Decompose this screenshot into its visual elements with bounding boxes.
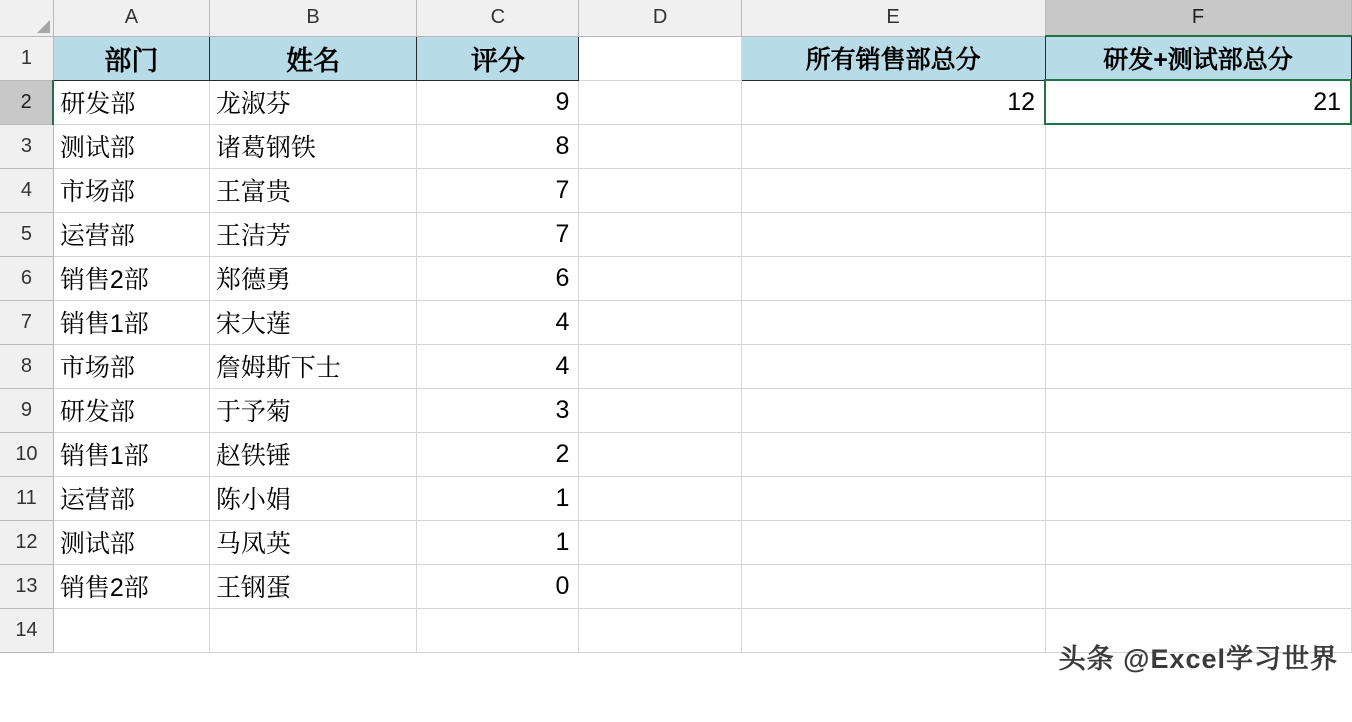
cell-d9[interactable] xyxy=(579,388,741,432)
cell-c2[interactable]: 9 xyxy=(417,80,579,124)
cell-c1[interactable]: 评分 xyxy=(417,36,579,80)
row-header-13[interactable]: 13 xyxy=(0,564,53,608)
corner-triangle-icon xyxy=(37,20,50,33)
table-row xyxy=(0,564,1351,608)
row-header-10[interactable]: 10 xyxy=(0,432,53,476)
cell-e6[interactable] xyxy=(741,256,1045,300)
cell-a7[interactable]: 销售1部 xyxy=(53,300,209,344)
cell-b12[interactable]: 马凤英 xyxy=(209,520,416,564)
cell-d11[interactable] xyxy=(579,476,741,520)
cell-e8[interactable] xyxy=(741,344,1045,388)
cell-d12[interactable] xyxy=(579,520,741,564)
table-row xyxy=(0,168,1351,212)
cell-f3[interactable] xyxy=(1045,124,1351,168)
cell-c11[interactable]: 1 xyxy=(417,476,579,520)
row-header-2[interactable]: 2 xyxy=(0,80,53,124)
table-row xyxy=(0,300,1351,344)
row-header-12[interactable]: 12 xyxy=(0,520,53,564)
cell-e4[interactable] xyxy=(741,168,1045,212)
column-header-d[interactable]: D xyxy=(579,0,741,36)
cell-c14[interactable] xyxy=(417,608,579,652)
column-header-c[interactable]: C xyxy=(417,0,579,36)
cell-f9[interactable] xyxy=(1045,388,1351,432)
cell-b11[interactable]: 陈小娟 xyxy=(209,476,416,520)
cell-a9[interactable]: 研发部 xyxy=(53,388,209,432)
cell-f1[interactable]: 研发+测试部总分 xyxy=(1045,36,1351,80)
cell-b7[interactable]: 宋大莲 xyxy=(209,300,416,344)
cell-c10[interactable]: 2 xyxy=(417,432,579,476)
cell-d4[interactable] xyxy=(579,168,741,212)
cell-c3[interactable]: 8 xyxy=(417,124,579,168)
column-header-a[interactable]: A xyxy=(53,0,209,36)
row-header-1[interactable]: 1 xyxy=(0,36,53,80)
cell-d14[interactable] xyxy=(579,608,741,652)
select-all-corner[interactable] xyxy=(0,0,53,36)
cell-c9[interactable]: 3 xyxy=(417,388,579,432)
row-header-7[interactable]: 7 xyxy=(0,300,53,344)
cell-b5[interactable]: 王洁芳 xyxy=(209,212,416,256)
cell-c5[interactable]: 7 xyxy=(417,212,579,256)
cell-d1[interactable] xyxy=(579,36,741,80)
cell-e14[interactable] xyxy=(741,608,1045,652)
column-header-row xyxy=(0,0,1351,36)
cell-c12[interactable]: 1 xyxy=(417,520,579,564)
cell-a1[interactable]: 部门 xyxy=(53,36,209,80)
table-row xyxy=(0,80,1351,124)
row-header-11[interactable]: 11 xyxy=(0,476,53,520)
cell-a12[interactable]: 测试部 xyxy=(53,520,209,564)
cell-f11[interactable] xyxy=(1045,476,1351,520)
cell-c8[interactable]: 4 xyxy=(417,344,579,388)
cell-a10[interactable]: 销售1部 xyxy=(53,432,209,476)
cell-d6[interactable] xyxy=(579,256,741,300)
cell-e2[interactable]: 12 xyxy=(741,80,1045,124)
cell-c4[interactable]: 7 xyxy=(417,168,579,212)
column-header-e[interactable]: E xyxy=(741,0,1045,36)
cell-b9[interactable]: 于予菊 xyxy=(209,388,416,432)
cell-d5[interactable] xyxy=(579,212,741,256)
cell-f7[interactable] xyxy=(1045,300,1351,344)
cell-b1[interactable]: 姓名 xyxy=(209,36,416,80)
cell-d2[interactable] xyxy=(579,80,741,124)
watermark-text: 头条 @Excel学习世界 xyxy=(1058,644,1338,674)
row-header-8[interactable]: 8 xyxy=(0,344,53,388)
cell-b13[interactable]: 王钢蛋 xyxy=(209,564,416,608)
cell-b6[interactable]: 郑德勇 xyxy=(209,256,416,300)
cell-e1[interactable]: 所有销售部总分 xyxy=(741,36,1045,80)
cell-f13[interactable] xyxy=(1045,564,1351,608)
cell-e3[interactable] xyxy=(741,124,1045,168)
cell-d8[interactable] xyxy=(579,344,741,388)
row-header-3[interactable]: 3 xyxy=(0,124,53,168)
table-row xyxy=(0,256,1351,300)
cell-b10[interactable]: 赵铁锤 xyxy=(209,432,416,476)
cell-f2-selected[interactable]: 21 xyxy=(1045,80,1351,124)
cell-f10[interactable] xyxy=(1045,432,1351,476)
column-header-b[interactable]: B xyxy=(209,0,416,36)
row-header-4[interactable]: 4 xyxy=(0,168,53,212)
cell-a4[interactable]: 市场部 xyxy=(53,168,209,212)
table-row xyxy=(0,388,1351,432)
cell-a11[interactable]: 运营部 xyxy=(53,476,209,520)
cell-f6[interactable] xyxy=(1045,256,1351,300)
column-header-f[interactable]: F xyxy=(1045,0,1351,36)
row-header-14[interactable]: 14 xyxy=(0,608,53,652)
cell-c6[interactable]: 6 xyxy=(417,256,579,300)
cell-a8[interactable]: 市场部 xyxy=(53,344,209,388)
table-row xyxy=(0,520,1351,564)
cell-d10[interactable] xyxy=(579,432,741,476)
table-row xyxy=(0,212,1351,256)
cell-e5[interactable] xyxy=(741,212,1045,256)
cell-a3[interactable]: 测试部 xyxy=(53,124,209,168)
row-header-9[interactable]: 9 xyxy=(0,388,53,432)
row-header-5[interactable]: 5 xyxy=(0,212,53,256)
cell-d3[interactable] xyxy=(579,124,741,168)
cell-c7[interactable]: 4 xyxy=(417,300,579,344)
cell-a2[interactable]: 研发部 xyxy=(53,80,209,124)
cell-b2[interactable]: 龙淑芬 xyxy=(209,80,416,124)
table-row xyxy=(0,476,1351,520)
cell-e13[interactable] xyxy=(741,564,1045,608)
cell-e7[interactable] xyxy=(741,300,1045,344)
cell-a5[interactable]: 运营部 xyxy=(53,212,209,256)
cell-b4[interactable]: 王富贵 xyxy=(209,168,416,212)
cell-e11[interactable] xyxy=(741,476,1045,520)
table-row xyxy=(0,124,1351,168)
cell-b8[interactable]: 詹姆斯下士 xyxy=(209,344,416,388)
table-row xyxy=(0,36,1351,80)
cell-d13[interactable] xyxy=(579,564,741,608)
cell-b14[interactable] xyxy=(209,608,416,652)
cell-a13[interactable]: 销售2部 xyxy=(53,564,209,608)
row-header-6[interactable]: 6 xyxy=(0,256,53,300)
cell-e10[interactable] xyxy=(741,432,1045,476)
cell-d7[interactable] xyxy=(579,300,741,344)
cell-f4[interactable] xyxy=(1045,168,1351,212)
cell-e9[interactable] xyxy=(741,388,1045,432)
cell-a6[interactable]: 销售2部 xyxy=(53,256,209,300)
cell-a14[interactable] xyxy=(53,608,209,652)
table-row xyxy=(0,344,1351,388)
table-row xyxy=(0,432,1351,476)
cell-b3[interactable]: 诸葛钢铁 xyxy=(209,124,416,168)
cell-f5[interactable] xyxy=(1045,212,1351,256)
cell-f8[interactable] xyxy=(1045,344,1351,388)
cell-e12[interactable] xyxy=(741,520,1045,564)
cell-c13[interactable]: 0 xyxy=(417,564,579,608)
cell-f12[interactable] xyxy=(1045,520,1351,564)
